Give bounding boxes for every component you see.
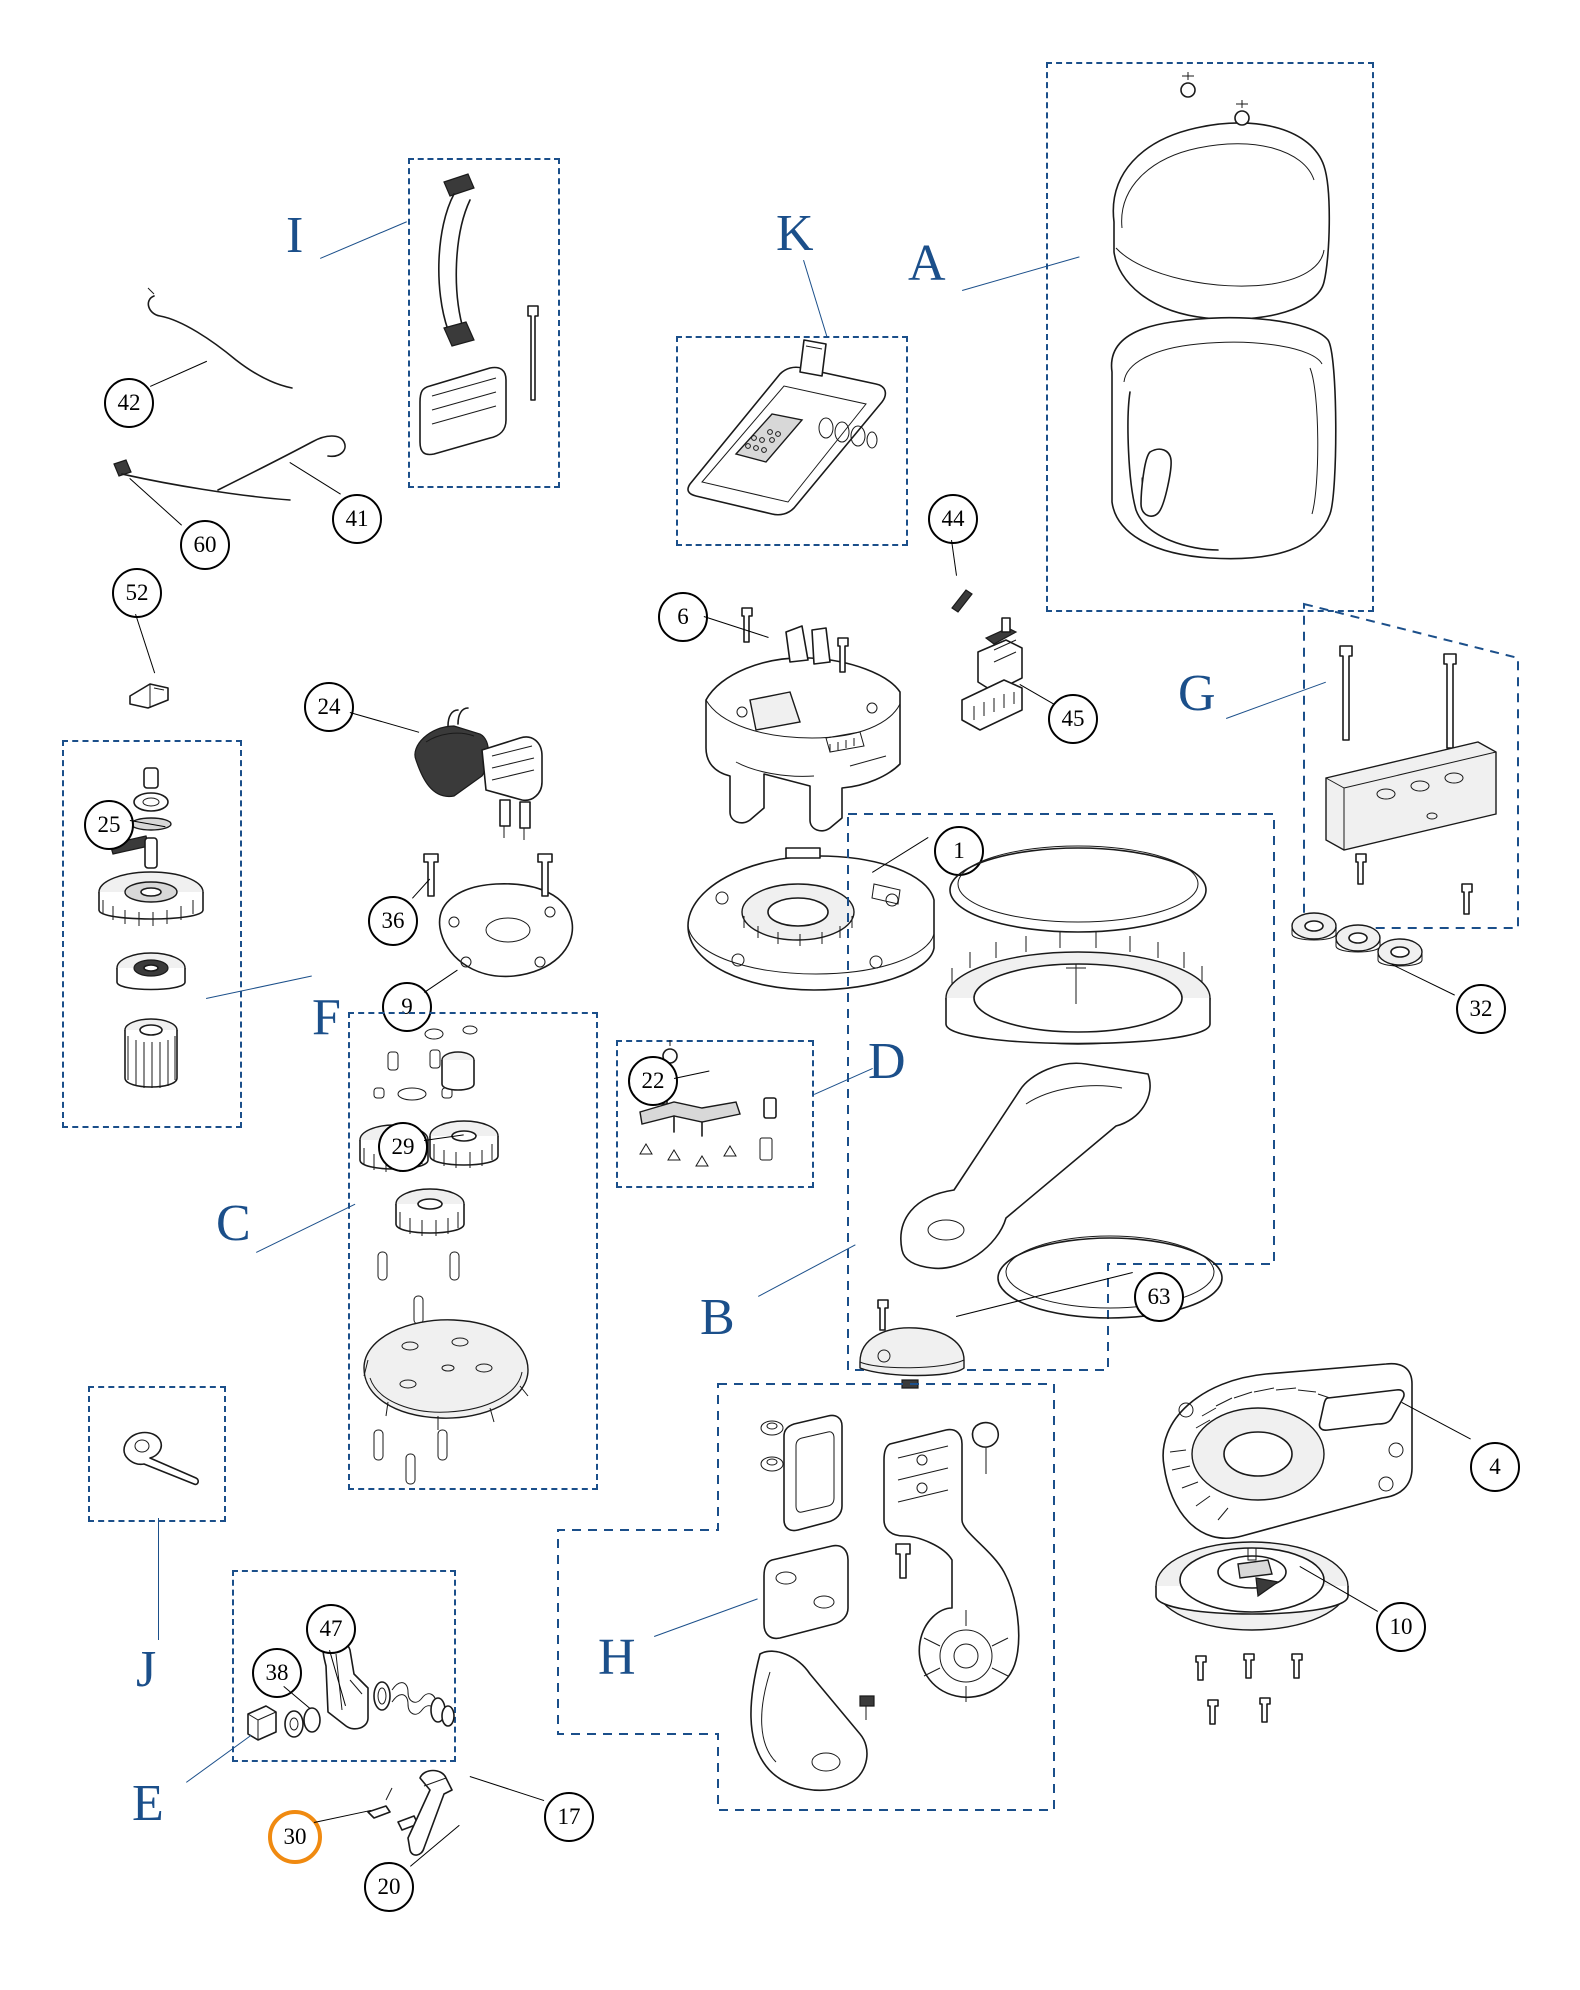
callout-36[interactable]: 36 [368, 896, 418, 946]
callout-32[interactable]: 32 [1456, 984, 1506, 1034]
callout-4[interactable]: 4 [1470, 1442, 1520, 1492]
part-harness-i [408, 158, 562, 490]
callout-38[interactable]: 38 [252, 1648, 302, 1698]
part-screws-36 [418, 848, 578, 904]
part-switch-45 [948, 614, 1058, 740]
group-label-c: C [216, 1195, 251, 1252]
leader-c [256, 1204, 355, 1253]
callout-1[interactable]: 1 [934, 826, 984, 876]
leader-30 [314, 1810, 371, 1823]
callout-17[interactable]: 17 [544, 1792, 594, 1842]
part-63 [856, 1270, 986, 1390]
group-label-e: E [132, 1775, 164, 1832]
part-fanplate-4 [1146, 1358, 1426, 1548]
callout-41[interactable]: 41 [332, 494, 382, 544]
group-label-h: H [598, 1629, 636, 1686]
part-gearstack-f [62, 740, 244, 1130]
group-label-j: J [136, 1641, 157, 1698]
callout-22[interactable]: 22 [628, 1056, 678, 1106]
callout-44[interactable]: 44 [928, 494, 978, 544]
part-chassis-6 [690, 596, 950, 846]
group-label-d: D [868, 1033, 906, 1090]
part-clip-52 [124, 678, 176, 712]
part-cover-a [1046, 62, 1376, 614]
callout-45[interactable]: 45 [1048, 694, 1098, 744]
part-motor-24 [396, 708, 576, 858]
group-label-a: A [908, 235, 946, 292]
callout-63[interactable]: 63 [1134, 1272, 1184, 1322]
callout-9[interactable]: 9 [382, 982, 432, 1032]
callout-25[interactable]: 25 [84, 800, 134, 850]
part-turntable-10 [1152, 1530, 1352, 1650]
part-arms-h [740, 1410, 1040, 1810]
callout-20[interactable]: 20 [364, 1862, 414, 1912]
callout-42[interactable]: 42 [104, 378, 154, 428]
leader-k [803, 260, 827, 337]
part-44 [946, 584, 976, 616]
callout-47[interactable]: 47 [306, 1604, 356, 1654]
callout-6[interactable]: 6 [658, 592, 708, 642]
group-label-k: K [776, 205, 814, 262]
leader-b [758, 1244, 856, 1297]
callout-60[interactable]: 60 [180, 520, 230, 570]
group-label-i: I [286, 207, 304, 264]
callout-24[interactable]: 24 [304, 682, 354, 732]
part-tools-30-20-17 [368, 1756, 498, 1876]
group-label-g: G [1178, 665, 1216, 722]
part-wire-42 [142, 282, 302, 402]
leader-52 [135, 614, 155, 673]
part-bracket-g [1320, 630, 1510, 920]
leader-j [158, 1518, 159, 1640]
leader-i [320, 221, 407, 259]
callout-52[interactable]: 52 [112, 568, 162, 618]
group-label-b: B [700, 1289, 735, 1346]
callout-30[interactable]: 30 [268, 1810, 322, 1864]
callout-29[interactable]: 29 [378, 1122, 428, 1172]
part-lever-j [110, 1422, 210, 1488]
part-screws-set [1190, 1652, 1320, 1732]
part-control-panel-k [676, 336, 910, 548]
callout-10[interactable]: 10 [1376, 1602, 1426, 1652]
leader-44 [951, 540, 957, 576]
group-label-f: F [312, 989, 341, 1046]
